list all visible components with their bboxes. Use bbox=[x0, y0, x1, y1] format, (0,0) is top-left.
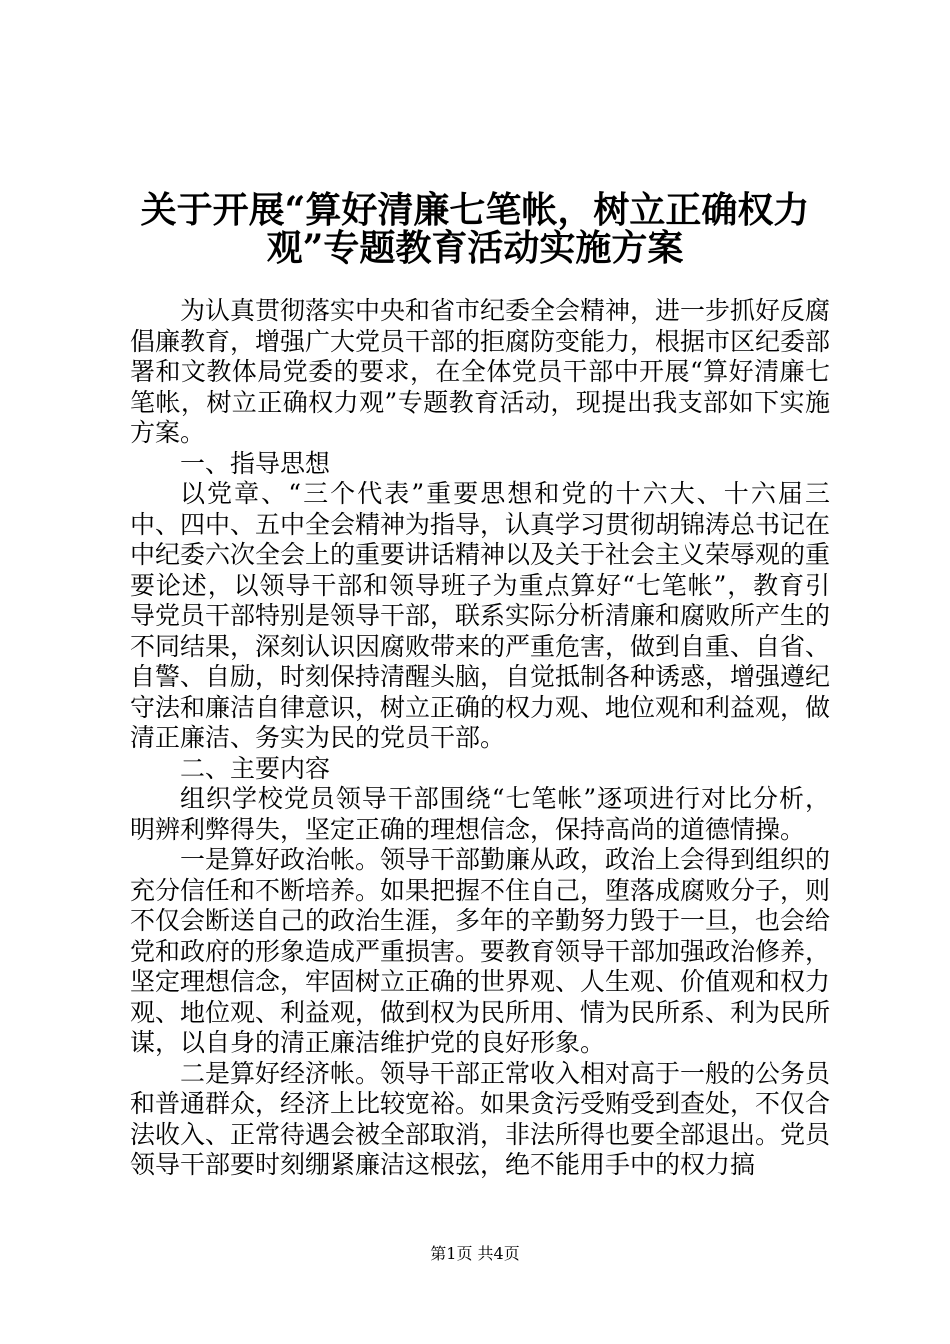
paragraph-guiding-ideology: 以党章、“三个代表”重要思想和党的十六大、十六届三中、四中、五中全会精神为指导，认真学习贯彻胡锦涛总书记在中纪委六次全会上的重要讲话精神以及关于社会主义荣辱观的重要论述，以领导干部和领导班子为重点算好“七笔帐”，教育引导党员干部特别是领导干部，联系实际分析清廉和腐败所产生的不同结果，深刻认识因腐败带来的严重危害，做到自重、自省、自警、自励，时刻保持清醒头脑，自觉抵制各种诱惑，增强遵纪守法和廉洁自律意识，树立正确的权力观、地位观和利益观，做清正廉洁、务实为民的党员干部。 bbox=[130, 479, 831, 752]
paragraph-main-content: 组织学校党员领导干部围绕“七笔帐”逐项进行对比分析，明辨利弊得失，坚定正确的理想信念，保持高尚的道德情操。 bbox=[130, 784, 830, 844]
document-title-line-1: 关于开展“算好清廉七笔帐，树立正确权力 bbox=[140, 189, 810, 231]
document-title-line-2: 观”专题教育活动实施方案 bbox=[266, 227, 684, 269]
paragraph-political-account: 一是算好政治帐。领导干部勤廉从政，政治上会得到组织的充分信任和不断培养。如果把握不住自己，堕落成腐败分子，则不仅会断送自己的政治生涯，多年的辛勤努力毁于一旦，也会给党和政府的形象造成严重损害。要教育领导干部加强政治修养，坚定理想信念，牢固树立正确的世界观、人生观、价值观和权力观、地位观、利益观，做到权为民所用、情为民所系、利为民所谋，以自身的清正廉洁维护党的良好形象。 bbox=[130, 845, 831, 1057]
page-footer: 第1页 共4页 bbox=[430, 1244, 520, 1263]
section-heading-guiding-ideology: 一、指导思想 bbox=[180, 448, 331, 478]
document-body bbox=[130, 296, 830, 1181]
section-heading-main-content: 二、主要内容 bbox=[180, 753, 331, 783]
paragraph-intro: 为认真贯彻落实中央和省市纪委全会精神，进一步抓好反腐倡廉教育，增强广大党员干部的拒腐防变能力，根据市区纪委部署和文教体局党委的要求，在全体党员干部中开展“算好清廉七笔帐，树立正确权力观”专题教育活动，现提出我支部如下实施方案。 bbox=[130, 296, 831, 447]
paragraph-economic-account: 二是算好经济帐。领导干部正常收入相对高于一般的公务员和普通群众，经济上比较宽裕。如果贪污受贿受到查处，不仅合法收入、正常待遇会被全部取消，非法所得也要全部退出。党员领导干部要时刻绷紧廉洁这根弦，绝不能用手中的权力搞 bbox=[130, 1058, 831, 1179]
